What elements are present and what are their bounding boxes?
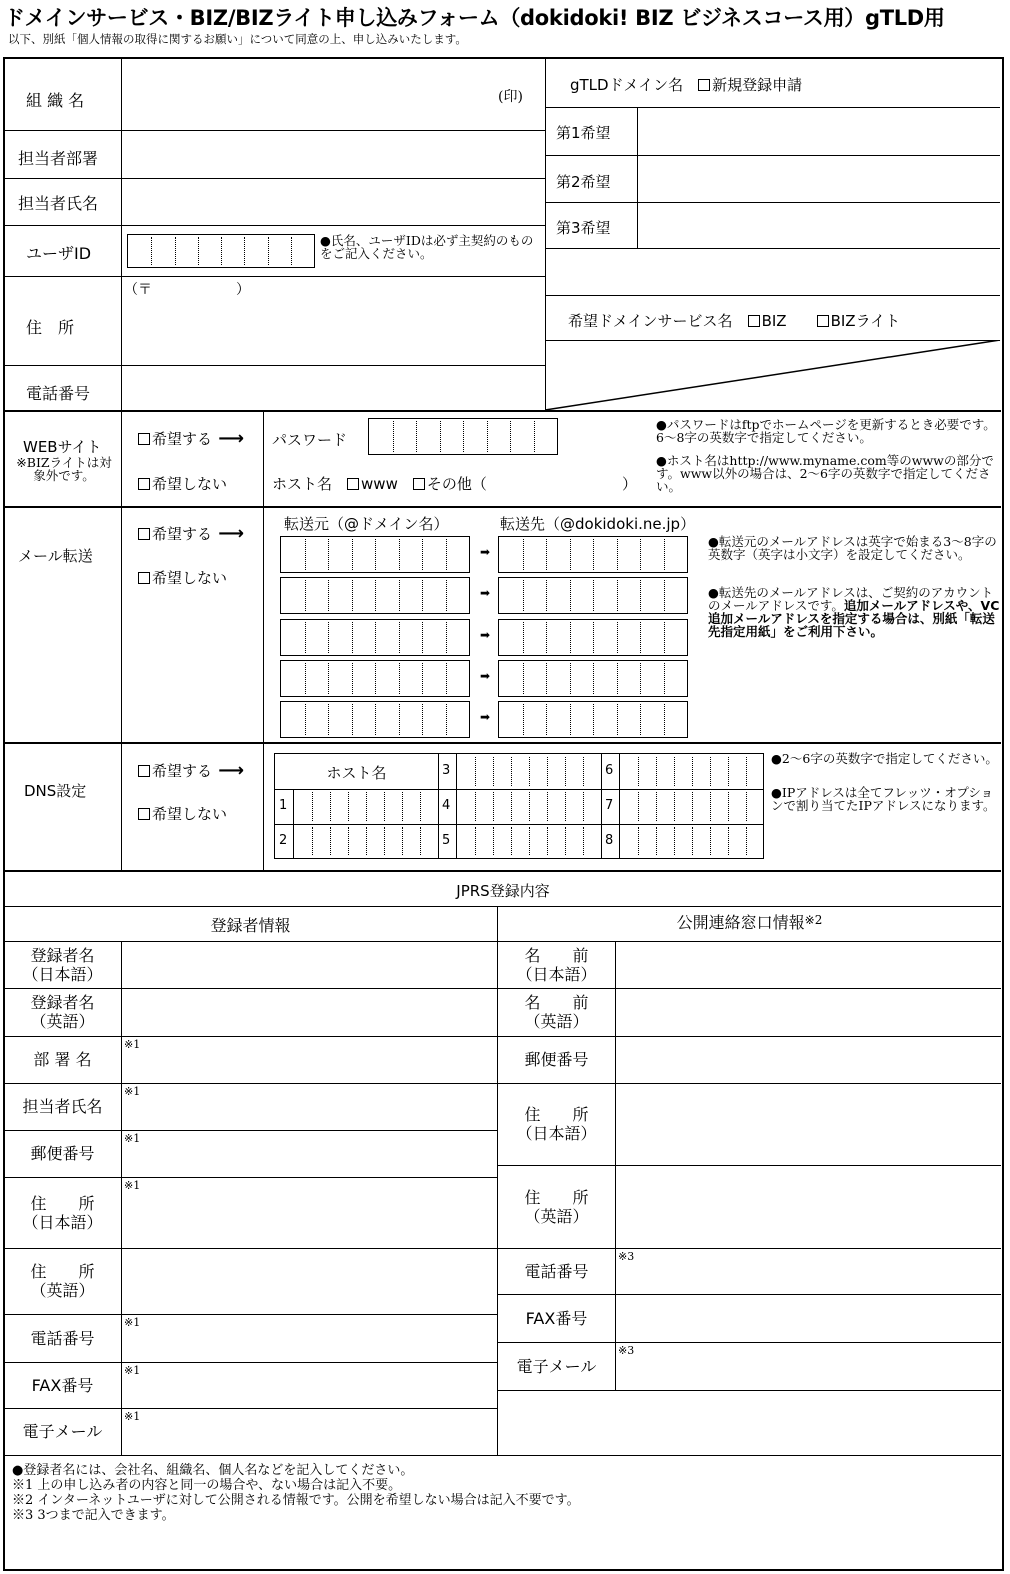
mail-label: メール転送	[18, 547, 93, 565]
char-divider	[523, 580, 524, 611]
char-divider	[728, 757, 729, 786]
host-label: ホスト名	[272, 475, 333, 493]
char-divider	[348, 827, 349, 855]
bizlite-label: BIZライト	[830, 312, 901, 330]
char-divider	[710, 827, 711, 855]
char-divider	[422, 663, 423, 694]
char-divider	[305, 704, 306, 735]
char-divider	[244, 237, 245, 265]
char-divider	[475, 792, 476, 821]
char-divider	[328, 539, 329, 570]
char-divider	[384, 792, 385, 821]
diagonal-strike	[545, 340, 1001, 411]
char-divider	[198, 237, 199, 265]
public-contact-row-field[interactable]	[616, 1294, 1000, 1342]
dns-slot-number: 6	[605, 763, 614, 778]
char-divider	[399, 580, 400, 611]
userid-note: ●氏名、ユーザIDは必ず主契約のものをご記入ください。	[320, 233, 534, 261]
grid-line	[438, 754, 439, 858]
char-divider	[440, 421, 441, 452]
char-divider	[746, 757, 747, 786]
mail-to-input[interactable]	[498, 536, 688, 573]
dns-host-header: ホスト名	[326, 764, 387, 782]
char-divider	[446, 622, 447, 653]
char-divider	[570, 663, 571, 694]
char-divider	[305, 580, 306, 611]
char-divider	[420, 827, 421, 855]
registrant-row-field[interactable]	[122, 1314, 496, 1362]
registrant-row-field[interactable]	[122, 1408, 496, 1455]
mail-want-option[interactable]: 希望する ⟶	[138, 523, 244, 544]
public-contact-row-field[interactable]	[616, 1165, 1000, 1248]
org-name-field[interactable]	[124, 60, 542, 128]
right-arrow-icon: ➡	[480, 545, 491, 559]
char-divider	[330, 792, 331, 821]
char-divider	[565, 827, 566, 855]
note-mark: ※1	[124, 1410, 141, 1423]
public-contact-row-label: 郵便番号	[524, 1050, 589, 1069]
char-divider	[446, 663, 447, 694]
char-divider	[583, 827, 584, 855]
password-input[interactable]	[368, 418, 558, 455]
public-contact-row-label: 住 所 （日本語）	[516, 1105, 597, 1143]
char-divider	[399, 539, 400, 570]
dns-slot-number: 8	[605, 833, 614, 848]
host-other-close: ）	[622, 475, 638, 493]
mail-from-input[interactable]	[280, 536, 470, 573]
char-divider	[674, 827, 675, 855]
char-divider	[151, 237, 152, 265]
char-divider	[511, 757, 512, 786]
note-mark: ※1	[124, 1179, 141, 1192]
char-divider	[305, 622, 306, 653]
choice2-label: 第2希望	[556, 173, 611, 191]
note-mark: ※1	[124, 1085, 141, 1098]
mail-notwant-option[interactable]: 希望しない	[138, 567, 227, 588]
char-divider	[546, 704, 547, 735]
footer-note-line: ※2 インターネットユーザに対して公開される情報です。公開を希望しない場合は記入不要です。	[12, 1493, 580, 1508]
char-divider	[546, 580, 547, 611]
mail-to-input[interactable]	[498, 619, 688, 656]
mail-from-input[interactable]	[280, 619, 470, 656]
mail-from-input[interactable]	[280, 577, 470, 614]
note-mark: ※3	[618, 1344, 635, 1357]
char-divider	[475, 757, 476, 786]
dns-note-2: ●IPアドレスは全てフレッツ・オプションで割り当てたIPアドレスになります。	[771, 785, 996, 813]
dns-host-input[interactable]	[294, 824, 438, 858]
char-divider	[593, 622, 594, 653]
footer-note-line: ※1 上の申し込み者の内容と同一の場合や、ない場合は記入不要。	[12, 1478, 402, 1493]
phone-field[interactable]	[124, 367, 542, 409]
char-divider	[493, 757, 494, 786]
char-divider	[352, 704, 353, 735]
col-line	[121, 942, 122, 1455]
mail-to-input[interactable]	[498, 660, 688, 697]
gtld-header: gTLDドメイン名 新規登録申請	[570, 76, 803, 94]
dns-note-1: ●2〜6字の英数字で指定してください。	[771, 751, 998, 766]
char-divider	[523, 622, 524, 653]
registrant-row-field[interactable]	[122, 1083, 496, 1130]
web-sublabel: ※BIZライトは対象外です。	[16, 455, 112, 483]
public-contact-row-field[interactable]	[616, 942, 1000, 988]
address-field[interactable]	[124, 300, 542, 363]
char-divider	[305, 539, 306, 570]
char-divider	[312, 827, 313, 855]
char-divider	[746, 827, 747, 855]
mail-from-input[interactable]	[280, 660, 470, 697]
char-divider	[402, 827, 403, 855]
registrant-row-field[interactable]	[122, 942, 496, 988]
mail-note-2: ●転送先のメールアドレスは、ご契約のアカウントのメールアドレスです。追加メールアドレスや、VC追加メールアドレスを指定する場合は、別紙「転送先指定用紙」をご利用下さい。	[708, 585, 1000, 639]
right-arrow-icon: ➡	[480, 586, 491, 600]
web-notwant-option[interactable]: 希望しない	[138, 473, 227, 494]
mail-from-input[interactable]	[280, 701, 470, 738]
web-want-checkbox[interactable]	[138, 433, 150, 445]
host-www-checkbox[interactable]	[347, 478, 359, 490]
char-divider	[487, 421, 488, 452]
dns-host-input[interactable]	[620, 754, 764, 789]
contact-name-label: 担当者氏名	[18, 194, 99, 213]
char-divider	[366, 827, 367, 855]
char-divider	[493, 792, 494, 821]
web-label: WEBサイト	[23, 438, 102, 456]
choice1-label: 第1希望	[556, 124, 611, 142]
char-divider	[221, 237, 222, 265]
char-divider	[638, 792, 639, 821]
char-divider	[640, 580, 641, 611]
char-divider	[475, 827, 476, 855]
dns-notwant-option[interactable]: 希望しない	[138, 803, 227, 824]
char-divider	[546, 539, 547, 570]
char-divider	[617, 622, 618, 653]
row-line	[498, 1390, 1001, 1391]
char-divider	[523, 539, 524, 570]
char-divider	[510, 421, 511, 452]
userid-label: ユーザID	[26, 244, 92, 263]
char-divider	[529, 757, 530, 786]
dns-host-input[interactable]	[620, 824, 764, 858]
char-divider	[570, 580, 571, 611]
biz-checkbox[interactable]	[748, 315, 760, 327]
public-contact-row-field[interactable]	[616, 1342, 1000, 1390]
char-divider	[570, 704, 571, 735]
char-divider	[593, 704, 594, 735]
char-divider	[399, 704, 400, 735]
footer-note-line: ●登録者名には、会社名、組織名、個人名などを記入してください。	[12, 1463, 414, 1478]
registrant-row-label: 電話番号	[30, 1328, 95, 1348]
registrant-row-label: 住 所 （日本語）	[22, 1193, 103, 1232]
char-divider	[570, 539, 571, 570]
note-mark: ※1	[124, 1038, 141, 1051]
mail-to-header: 転送先（@dokidoki.ne.jp）	[500, 515, 696, 533]
web-want-option[interactable]: 希望する ⟶	[138, 428, 244, 449]
char-divider	[523, 704, 524, 735]
registrant-row-label: 登録者名 （日本語）	[22, 946, 103, 984]
char-divider	[565, 757, 566, 786]
char-divider	[399, 663, 400, 694]
form-subtitle: 以下、別紙「個人情報の取得に関するお願い」について同意の上、申し込みいたします。	[8, 32, 467, 46]
char-divider	[446, 580, 447, 611]
char-divider	[664, 663, 665, 694]
dns-host-grid	[274, 753, 764, 859]
mail-notwant-checkbox[interactable]	[138, 572, 150, 584]
public-contact-header: 公開連絡窓口情報$^{※2}$	[676, 913, 823, 932]
char-divider	[546, 622, 547, 653]
registrant-row-label: 電子メール	[22, 1422, 103, 1441]
userid-input[interactable]	[127, 234, 315, 268]
char-divider	[640, 704, 641, 735]
char-divider	[640, 539, 641, 570]
registrant-row-field[interactable]	[122, 1130, 496, 1177]
char-divider	[664, 539, 665, 570]
char-divider	[375, 539, 376, 570]
char-divider	[547, 757, 548, 786]
registrant-row-field[interactable]	[122, 1036, 496, 1083]
char-divider	[674, 792, 675, 821]
dns-notwant-checkbox[interactable]	[138, 808, 150, 820]
char-divider	[728, 792, 729, 821]
char-divider	[268, 237, 269, 265]
char-divider	[638, 757, 639, 786]
registrant-header: 登録者情報	[210, 916, 291, 935]
char-divider	[352, 580, 353, 611]
registrant-row-field[interactable]	[122, 1177, 496, 1248]
registrant-row-label: 担当者氏名	[22, 1097, 103, 1116]
right-arrow-icon: ➡	[480, 710, 491, 724]
char-divider	[617, 704, 618, 735]
note-mark: ※1	[124, 1316, 141, 1329]
char-divider	[511, 792, 512, 821]
registrant-row-label: 登録者名 （英語）	[30, 993, 95, 1031]
char-divider	[529, 792, 530, 821]
mail-note-1: ●転送元のメールアドレスは英字で始まる3〜8字の英数字（英字は小文字）を設定してください。	[708, 534, 997, 562]
choice3-field[interactable]	[640, 204, 998, 246]
char-divider	[692, 827, 693, 855]
new-registration-checkbox[interactable]	[698, 79, 710, 91]
char-divider	[656, 827, 657, 855]
char-divider	[463, 421, 464, 452]
char-divider	[420, 792, 421, 821]
char-divider	[664, 622, 665, 653]
char-divider	[593, 580, 594, 611]
choice2-field[interactable]	[640, 157, 998, 200]
note-mark: ※1	[124, 1364, 141, 1377]
char-divider	[710, 792, 711, 821]
char-divider	[402, 792, 403, 821]
char-divider	[534, 421, 535, 452]
char-divider	[692, 757, 693, 786]
dept-field[interactable]	[124, 132, 542, 176]
char-divider	[638, 827, 639, 855]
char-divider	[352, 663, 353, 694]
mail-to-input[interactable]	[498, 577, 688, 614]
registrant-row-field[interactable]	[122, 1362, 496, 1408]
note-mark: ※1	[124, 1132, 141, 1145]
host-other-checkbox[interactable]	[413, 478, 425, 490]
char-divider	[328, 663, 329, 694]
form-title: ドメインサービス・BIZ/BIZライト申し込みフォーム（dokidoki! BIZ ビジネスコース用）gTLD用	[4, 6, 945, 30]
char-divider	[565, 792, 566, 821]
char-divider	[728, 827, 729, 855]
char-divider	[570, 622, 571, 653]
char-divider	[593, 663, 594, 694]
bizlite-checkbox[interactable]	[817, 315, 829, 327]
char-divider	[328, 704, 329, 735]
char-divider	[384, 827, 385, 855]
char-divider	[366, 792, 367, 821]
dns-slot-number: 4	[442, 798, 451, 813]
mail-want-checkbox[interactable]	[138, 528, 150, 540]
char-divider	[375, 622, 376, 653]
char-divider	[328, 622, 329, 653]
char-divider	[493, 827, 494, 855]
public-contact-row-field[interactable]	[616, 1248, 1000, 1294]
char-divider	[664, 580, 665, 611]
char-divider	[352, 539, 353, 570]
char-divider	[375, 704, 376, 735]
char-divider	[664, 704, 665, 735]
public-contact-row-field[interactable]	[616, 1083, 1000, 1165]
char-divider	[593, 539, 594, 570]
org-name-label: 組 織 名	[26, 91, 85, 110]
note-mark: ※3	[618, 1250, 635, 1263]
contact-name-field[interactable]	[124, 180, 542, 223]
public-contact-row-label: 電子メール	[516, 1356, 597, 1376]
dns-want-option[interactable]: 希望する ⟶	[138, 760, 244, 781]
right-arrow-icon: ➡	[480, 628, 491, 642]
service-row	[568, 310, 900, 331]
footer-note-line: ※3 3つまで記入できます。	[12, 1508, 175, 1523]
choice3-label: 第3希望	[556, 219, 611, 237]
char-divider	[617, 539, 618, 570]
char-divider	[583, 757, 584, 786]
jprs-header: JPRS登録内容	[456, 882, 550, 900]
char-divider	[523, 663, 524, 694]
char-divider	[547, 827, 548, 855]
char-divider	[692, 792, 693, 821]
char-divider	[291, 237, 292, 265]
registrant-row-label: 郵便番号	[30, 1144, 95, 1163]
char-divider	[375, 663, 376, 694]
dns-slot-number: 3	[442, 763, 451, 778]
password-label: パスワード	[272, 431, 348, 449]
registrant-row-label: 住 所 （英語）	[30, 1262, 95, 1300]
public-contact-row-field[interactable]	[616, 1036, 1000, 1083]
address-label: 住 所	[26, 318, 75, 337]
phone-label: 電話番号	[26, 384, 91, 403]
char-divider	[312, 792, 313, 821]
char-divider	[640, 663, 641, 694]
dns-host-input[interactable]	[620, 789, 764, 824]
choice1-field[interactable]	[640, 109, 998, 153]
char-divider	[422, 539, 423, 570]
web-notwant-checkbox[interactable]	[138, 478, 150, 490]
dns-slot-number: 2	[279, 833, 288, 848]
char-divider	[583, 792, 584, 821]
dns-host-input[interactable]	[294, 789, 438, 824]
mail-from-header: 転送元（@ドメイン名）	[284, 515, 449, 533]
dns-label: DNS設定	[24, 782, 87, 800]
char-divider	[422, 704, 423, 735]
grid-line	[601, 754, 602, 858]
char-divider	[674, 757, 675, 786]
char-divider	[446, 704, 447, 735]
char-divider	[446, 539, 447, 570]
char-divider	[393, 421, 394, 452]
char-divider	[617, 580, 618, 611]
new-registration-label: 新規登録申請	[712, 76, 803, 94]
char-divider	[640, 622, 641, 653]
registrant-row-label: 部 署 名	[33, 1050, 92, 1069]
char-divider	[710, 757, 711, 786]
dns-slot-number: 5	[442, 833, 451, 848]
dns-slot-number: 7	[605, 798, 614, 813]
char-divider	[656, 792, 657, 821]
postal-prefix: （〒 ）	[124, 282, 250, 298]
char-divider	[511, 827, 512, 855]
char-divider	[348, 792, 349, 821]
char-divider	[546, 663, 547, 694]
dept-label: 担当者部署	[18, 149, 99, 168]
seal-mark: (印)	[498, 89, 523, 105]
dns-host-input[interactable]	[457, 754, 601, 789]
biz-label: BIZ	[761, 312, 787, 330]
char-divider	[330, 827, 331, 855]
mail-to-input[interactable]	[498, 701, 688, 738]
char-divider	[422, 580, 423, 611]
public-contact-row-label: 名 前 （日本語）	[516, 946, 597, 984]
char-divider	[746, 792, 747, 821]
char-divider	[375, 580, 376, 611]
dns-want-checkbox[interactable]	[138, 765, 150, 777]
char-divider	[422, 622, 423, 653]
service-label: 希望ドメインサービス名	[568, 312, 733, 330]
web-note-2: ●ホスト名はhttp://www.myname.com等のwwwの部分です。www以外の場合は、2〜6字の英数字で指定してください。	[656, 453, 994, 494]
dns-slot-number: 1	[279, 798, 288, 813]
registrant-row-field[interactable]	[122, 988, 496, 1036]
char-divider	[547, 792, 548, 821]
char-divider	[617, 663, 618, 694]
char-divider	[399, 622, 400, 653]
char-divider	[352, 622, 353, 653]
web-note-1: ●パスワードはftpでホームページを更新するとき必要です。6〜8字の英数字で指定してください。	[656, 417, 996, 445]
public-contact-row-label: FAX番号	[525, 1308, 588, 1328]
registrant-row-label: FAX番号	[31, 1375, 94, 1395]
char-divider	[328, 580, 329, 611]
char-divider	[416, 421, 417, 452]
dns-host-input[interactable]	[457, 824, 601, 858]
public-contact-row-label: 名 前 （英語）	[524, 993, 589, 1031]
host-row: ホスト名 www その他（	[272, 475, 487, 493]
char-divider	[305, 663, 306, 694]
col-line	[615, 942, 616, 1390]
char-divider	[656, 757, 657, 786]
dns-host-input[interactable]	[457, 789, 601, 824]
char-divider	[529, 827, 530, 855]
right-arrow-icon: ➡	[480, 669, 491, 683]
registrant-row-field[interactable]	[122, 1248, 496, 1314]
public-contact-row-field[interactable]	[616, 988, 1000, 1036]
public-contact-row-label: 電話番号	[524, 1261, 589, 1281]
public-contact-row-label: 住 所 （英語）	[524, 1187, 589, 1226]
char-divider	[175, 237, 176, 265]
